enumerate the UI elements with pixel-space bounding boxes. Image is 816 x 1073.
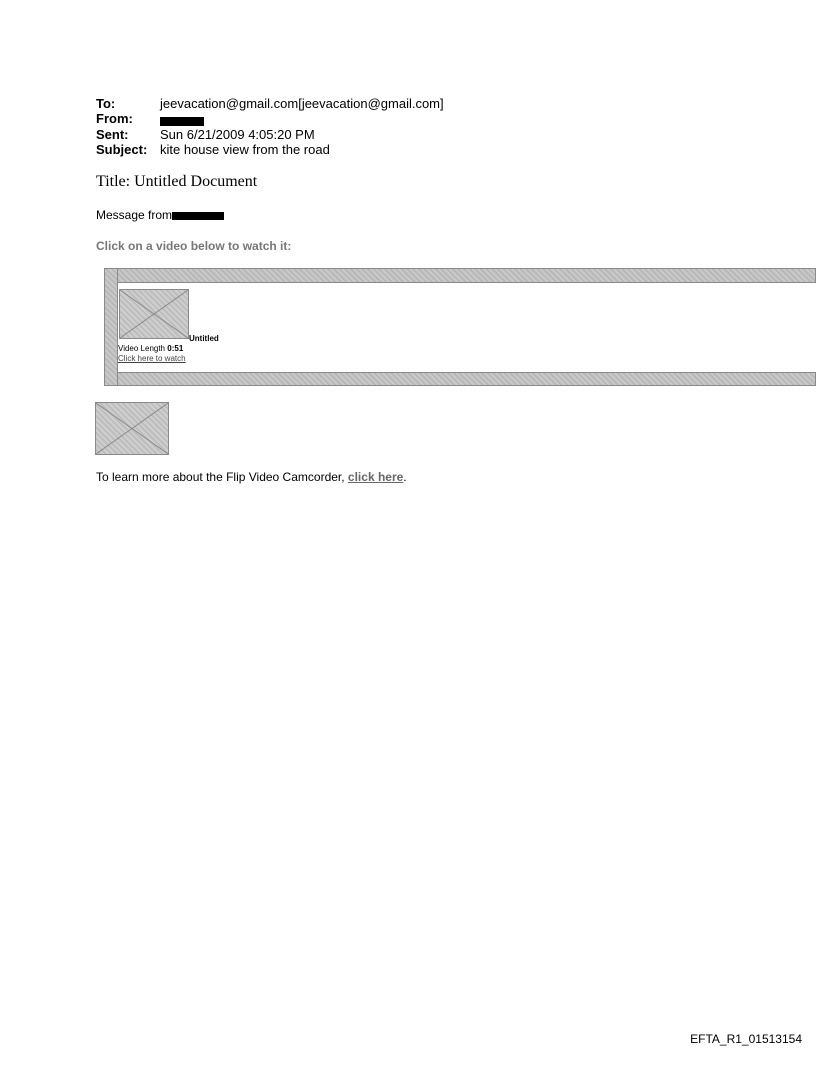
subject-label: Subject: [96,142,148,157]
video-length [118,344,183,353]
footer-line [96,470,407,484]
to-label: To: [96,96,116,111]
document-title: Title: Untitled Document [96,173,258,190]
watch-video-link[interactable]: Click here to watch [118,354,186,363]
video-panel [118,283,816,372]
footer-text: To learn more about the Flip Video Camcorder, [96,470,348,484]
learn-more-link[interactable]: click here [347,470,404,484]
video-cta: Click on a video below to watch it: [96,239,292,253]
broken-image-icon [96,403,168,454]
sent-label: Sent: [96,127,129,142]
redaction-bar [160,117,204,126]
video-length-label: Video Length [118,344,166,353]
flip-video-image [95,402,169,455]
message-from [96,208,224,222]
video-frame [104,268,816,386]
frame-bottom-border [104,372,816,386]
message-prefix: Message from [96,208,173,222]
footer-period: . [403,470,407,484]
video-length-value: 0:51 [167,344,184,353]
document-id: EFTA_R1_01513154 [690,1032,802,1046]
from-value [160,111,204,127]
subject-value: kite house view from the road [160,142,330,157]
frame-top-border [104,268,816,283]
video-thumbnail[interactable] [119,289,189,339]
video-title: Untitled [189,334,219,343]
sent-value: Sun 6/21/2009 4:05:20 PM [160,127,315,142]
to-value: jeevacation@gmail.com[jeevacation@gmail.com] [160,96,444,111]
frame-left-border [104,268,118,386]
broken-image-icon [120,290,188,338]
redaction-bar [172,212,224,220]
from-label: From: [96,111,133,126]
